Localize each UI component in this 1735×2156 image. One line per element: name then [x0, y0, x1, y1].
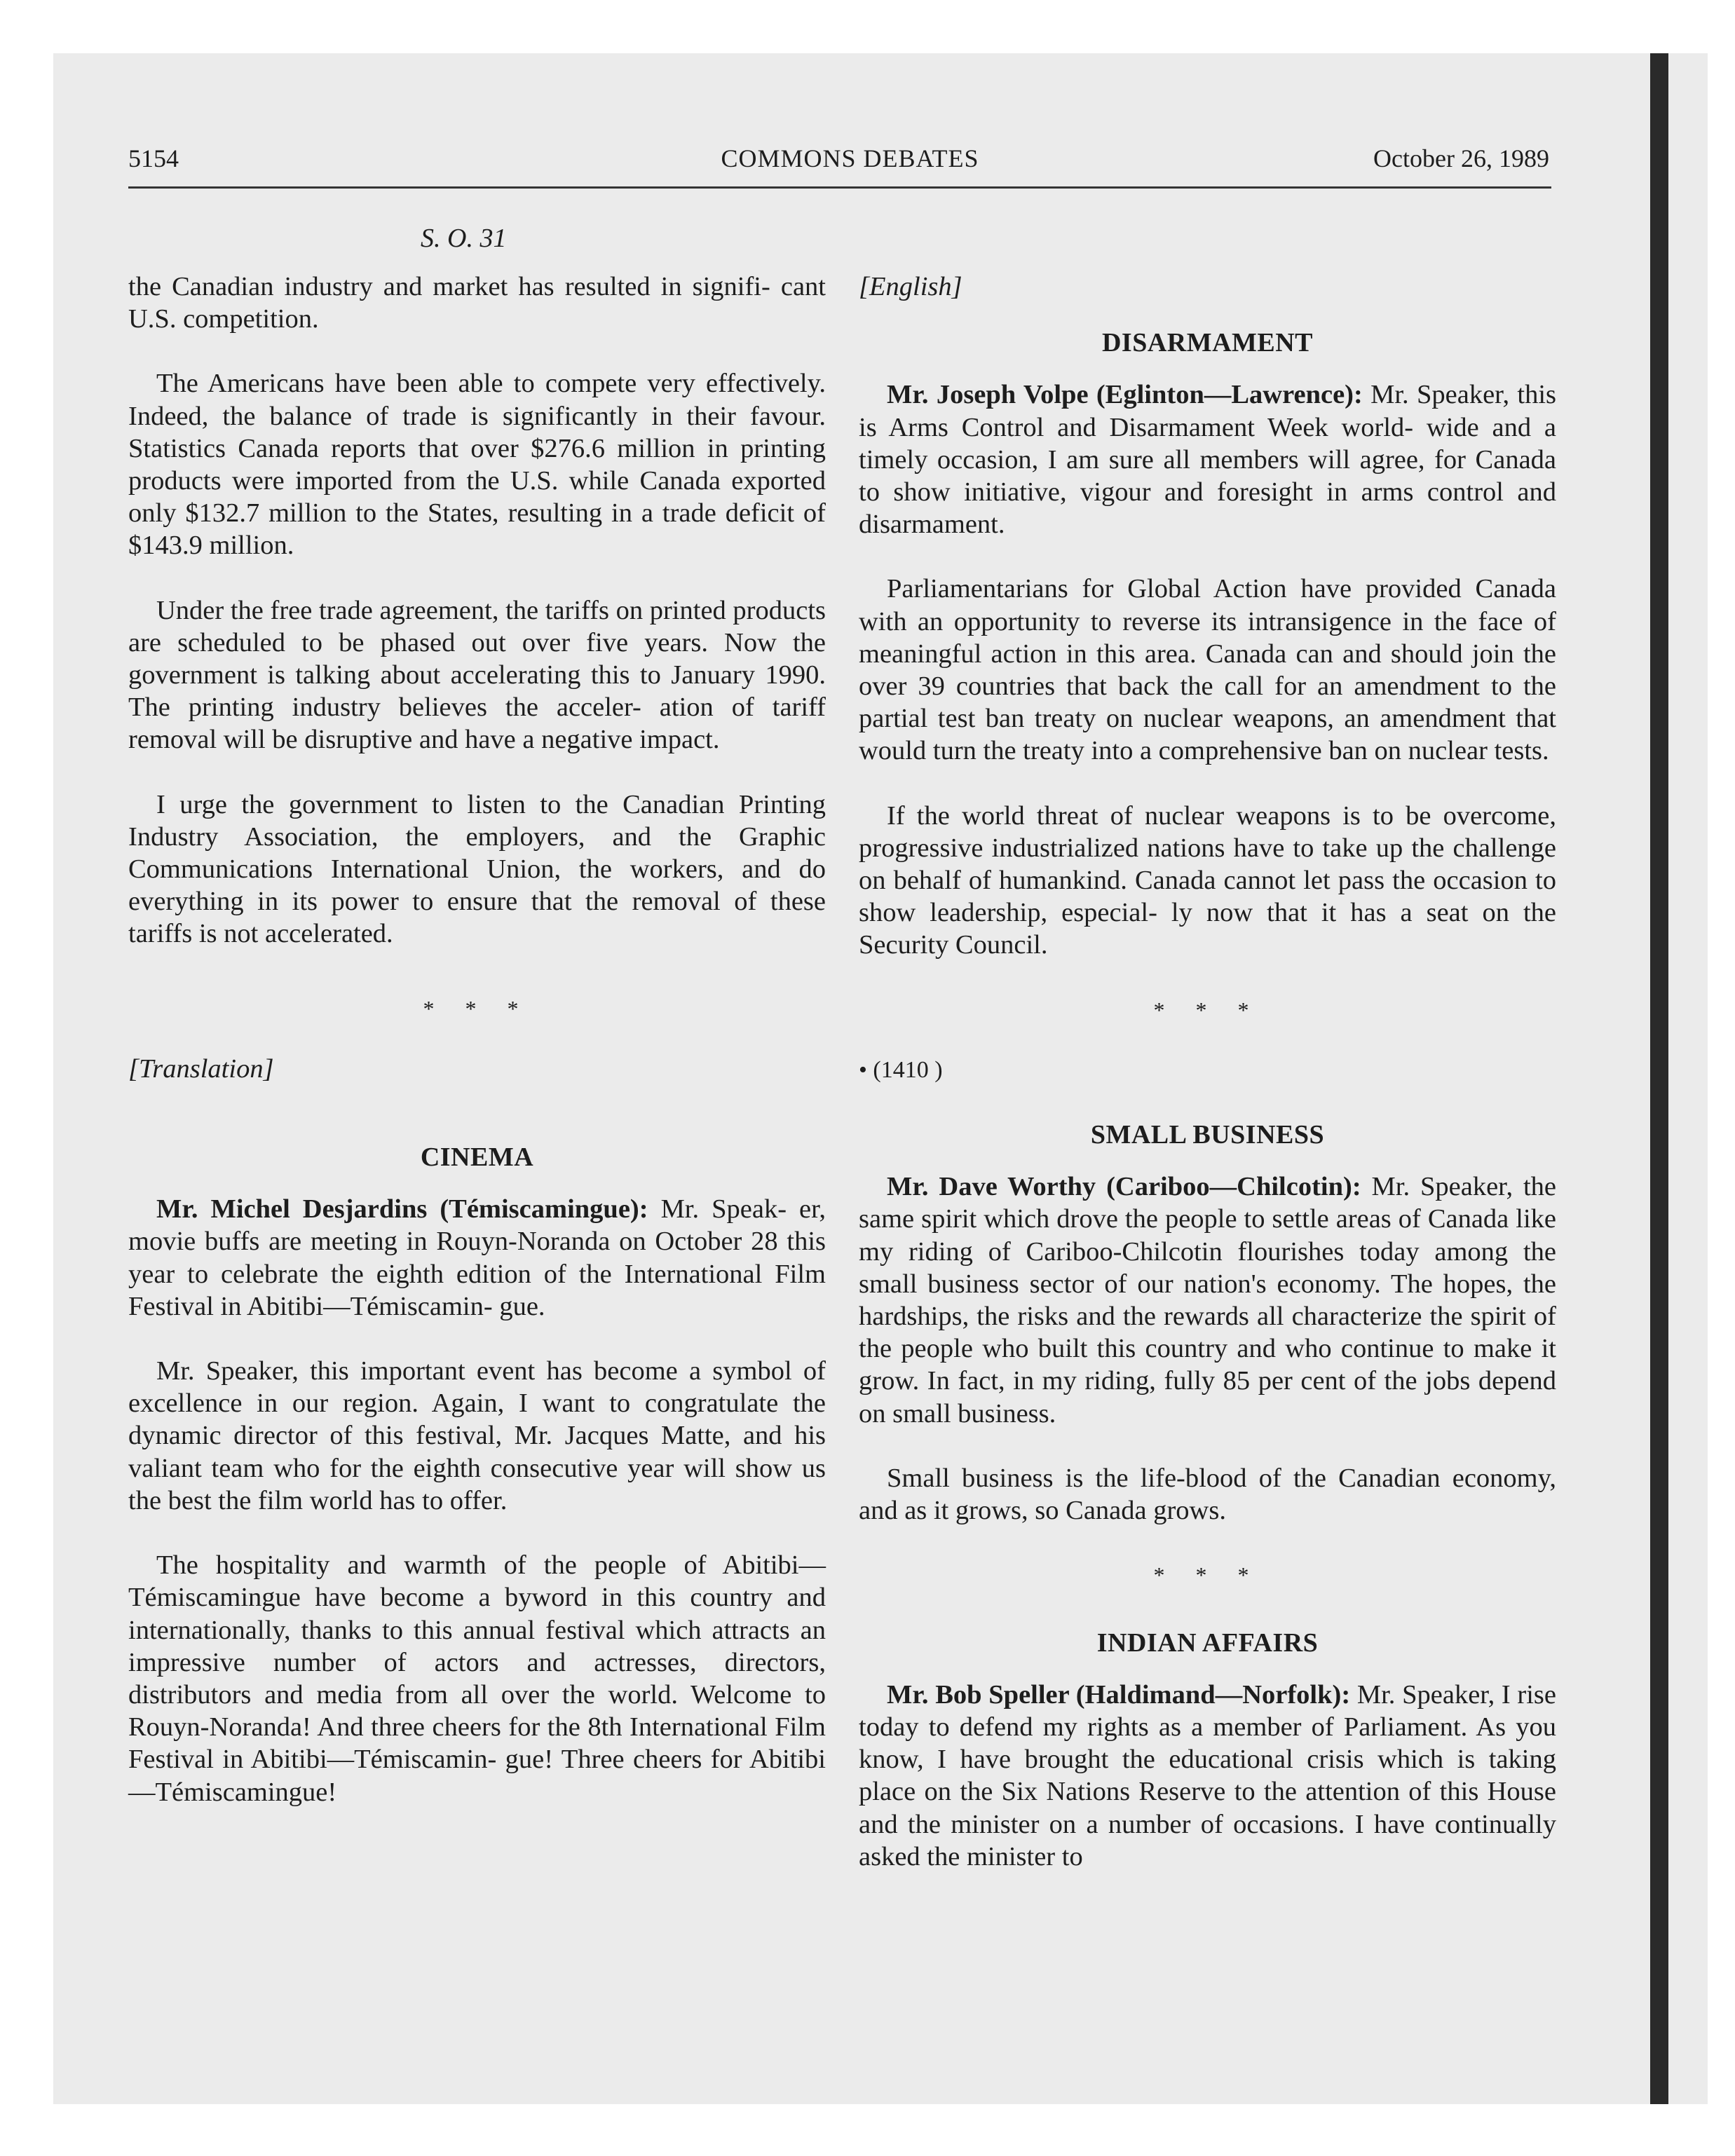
statement-paragraph	[128, 1193, 826, 1323]
statement-text: Mr. Speaker, this is Arms Control and Disarmament Week world- wide and a timely occasion, I am sure all members will agree, for Canada to show initiative, vigour and foresight in arms control and disarmament.	[859, 380, 1556, 540]
speaker-name: Mr. Dave Worthy (Cariboo—Chilcotin):	[887, 1172, 1361, 1202]
section-heading: DISARMAMENT	[1101, 328, 1314, 358]
section-separator: * * *	[423, 995, 531, 1021]
speaker-name: Mr. Joseph Volpe (Eglinton—Lawrence):	[887, 380, 1363, 410]
paragraph: Small business is the life-blood of the Canadian economy, and as it grows, so Canada grows.	[859, 1463, 1556, 1526]
scan-edge-bar	[1650, 53, 1668, 2104]
section-heading: INDIAN AFFAIRS	[1096, 1628, 1319, 1658]
paragraph: Parliamentarians for Global Action have provided Canada with an opportunity to reverse its intransigence in the face of meaningful action in this area. Canada can and should join the over 39 countries that back the call for an amendment to the partial test ban treaty on nuclear weapons, an amendment that would turn the treaty into a comprehensive ban on nuclear tests.	[859, 574, 1556, 766]
statement-text: Mr. Speak- er, movie buffs are meeting in Rouyn-Noranda on October 28 this year to celebrate the eighth edition of the International Film Festival in Abitibi—Témiscamin- gue.	[128, 1194, 826, 1321]
paragraph: Under the free trade agreement, the tariffs on printed products are scheduled to be phased out over five years. Now the government is talking about accelerating this to January 1990. The printing industry believes the acceler- ation of tariff removal will be disruptive and have a negative impact.	[128, 595, 826, 755]
section-separator: * * *	[1153, 997, 1262, 1023]
left-column	[128, 271, 826, 1808]
statement-paragraph	[859, 378, 1556, 540]
language-tag-text: English	[869, 272, 952, 301]
language-tag: [English]	[859, 272, 962, 301]
section-separator: * * *	[1153, 1562, 1262, 1588]
section-heading: CINEMA	[420, 1142, 534, 1173]
header-rule	[128, 186, 1551, 189]
statement-text: Mr. Speaker, the same spirit which drove the people to settle areas of Canada like my riding of Cariboo-Chilcotin flourishes today among the small business sector of our nation's economy. The hopes, the hardships, the risks and the rewards all characterize the spirit of the people who built this country and who continue to make it grow. In fact, in my riding, fully 85 per cent of the jobs depend on small business.	[859, 1172, 1557, 1428]
section-heading: SMALL BUSINESS	[1090, 1120, 1325, 1150]
paragraph: the Canadian industry and market has resulted in signifi- cant U.S. competition.	[128, 272, 826, 334]
paragraph: The Americans have been able to compete very effectively. Indeed, the balance of trade is significantly in their favour. Statistics Canada reports that over $276.6 million in printing products were imported from the U.S. while Canada exported only $132.7 million to the States, resulting in a trade deficit of $143.9 million.	[128, 369, 826, 561]
page-date: October 26, 1989	[1373, 144, 1549, 172]
section-reference: S. O. 31	[421, 224, 507, 253]
paragraph: I urge the government to listen to the Canadian Printing Industry Association, the employers, and the Graphic Communications International Union, the workers, and do everything in its power to ensure that the removal of these tariffs is not accelerated.	[128, 789, 826, 949]
running-title: COMMONS DEBATES	[721, 144, 979, 172]
page-number: 5154	[128, 144, 179, 172]
time-marker: • (1410 )	[859, 1056, 943, 1083]
paragraph: If the world threat of nuclear weapons is to be overcome, progressive industrialized nations have to take up the challenge on behalf of humankind. Canada cannot let pass the occasion to show leadership, especial- ly now that it has a seat on the Security Council.	[859, 800, 1556, 960]
speaker-name: Mr. Bob Speller (Haldimand—Norfolk):	[887, 1679, 1351, 1710]
statement-text: Mr. Speaker, I rise today to defend my rights as a member of Parliament. As you know, I have brought the educational crisis which is taking place on the Six Nations Reserve to the attention of this House and the minister on a number of occasions. I have continually asked the minister to	[859, 1679, 1557, 1871]
paragraph: Mr. Speaker, this important event has become a symbol of excellence in our region. Again, I want to congratulate the dynamic director of this festival, Mr. Jacques Matte, and his valiant team who for the eighth consecutive year will show us the best the film world has to offer.	[128, 1356, 826, 1515]
statement-paragraph	[859, 1171, 1556, 1430]
paragraph: The hospitality and warmth of the people of Abitibi— Témiscamingue have become a byword in this country and internationally, thanks to this annual festival which attracts an impressive number of actors and actresses, directors, distributors and media from all over the world. Welcome to Rouyn-Noranda! And three cheers for the 8th International Film Festival in Abitibi—Témiscamin- gue! Three cheers for Abitibi—Témiscamingue!	[128, 1550, 826, 1807]
language-tag: [Translation]	[128, 1053, 274, 1084]
right-column	[859, 271, 1556, 1873]
language-tag-text: Translation	[138, 1053, 264, 1084]
statement-paragraph	[859, 1679, 1556, 1873]
speaker-name: Mr. Michel Desjardins (Témiscamingue):	[156, 1194, 648, 1224]
